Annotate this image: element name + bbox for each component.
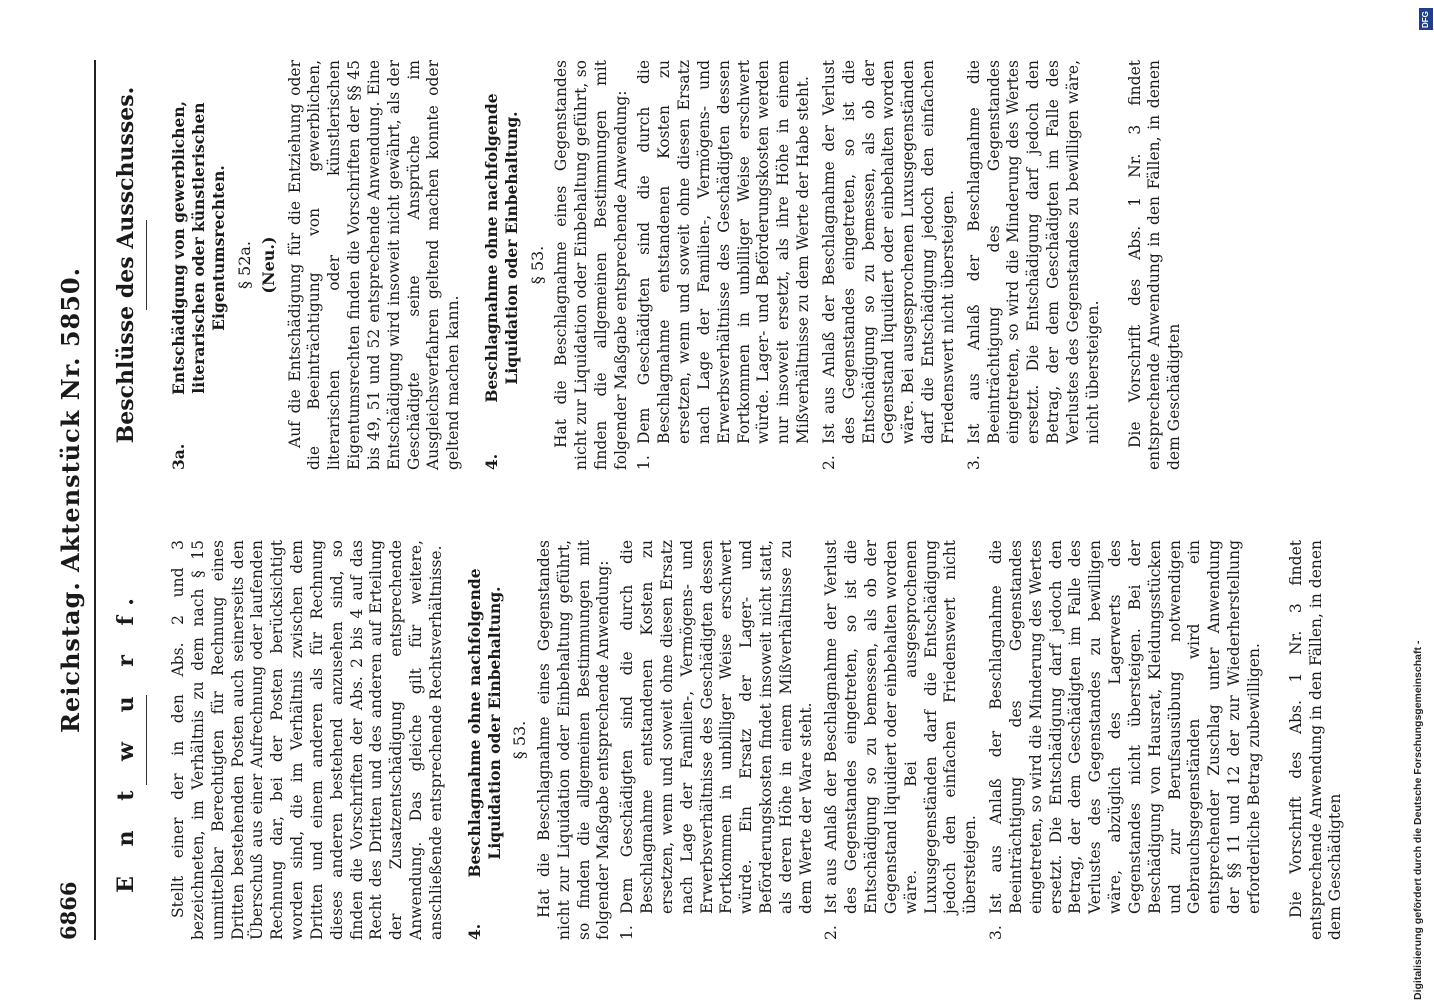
draft-heading-rule (146, 695, 147, 785)
digitization-note (1412, 8, 1432, 1000)
committee-section-3a-number: 3a. (169, 443, 189, 470)
header-rule (94, 60, 96, 940)
draft-item-number: 2. (822, 925, 841, 940)
draft-item-2 (822, 540, 981, 940)
committee-section-4-heading (482, 60, 522, 470)
committee-section-4-title: Beschlagnahme ohne nachfolgende Liquidation oder Einbehaltung. (482, 93, 521, 403)
committee-item-2 (820, 60, 959, 470)
dfg-logo-text: DFG (1421, 11, 1430, 28)
committee-section-4-number: 4. (482, 453, 502, 470)
draft-item-text: Ist aus Anlaß der Beschlagnahme der Verlust des Gegenstandes eingetreten, so ist die Entschädigung so zu bemessen, als ob der Gegenstand liquidiert oder einbehalten worden wäre. Bei ausgesprochenen Luxusgegenständen darf die Entschädigung jedoch den einfachen Friedenswert nicht übersteigen. (822, 540, 980, 914)
new-marker: (Neu.) (259, 236, 279, 294)
dfg-logo (1419, 8, 1433, 30)
committee-footer-text: Die Vorschrift des Abs. 1 Nr. 3 findet entsprechende Anwendung in den Fällen, in denen dem Geschädigten (1125, 60, 1184, 470)
committee-item-number: 1. (635, 455, 654, 470)
committee-item-text: Dem Geschädigten sind die durch die Beschlagnahme entstandenen Kosten zu ersetzen, wenn und soweit ohne diesen Ersatz nach Lage der Familien-, Vermögens- und Erwerbsverhältnisse des Geschädigten dessen Fortkommen in unbilliger Weise erschwert würde. Lager- und Beförderungskosten werden nur insoweit ersetzt, als ihre Höhe in einem Mißverhältnisse zu dem Werte der Habe steht. (635, 60, 813, 444)
draft-item-1 (618, 540, 816, 940)
committee-section-3a-heading (169, 60, 228, 470)
draft-item-text: Dem Geschädigten sind die durch die Beschlagnahme entstandenen Kosten zu ersetzen, wenn und soweit ohne diesen Ersatz nach Lage der Familien-, Vermögens- und Erwerbsverhältnisse des Geschädigten dessen Fortkommen in unbilliger Weise erschwert würde. Ein Ersatz der Lager- und Beförderungskosten findet insoweit nicht statt, als deren Höhe in einem Mißverhältnisse zu dem Werte der Ware steht. (618, 540, 815, 914)
draft-item-number: 3. (987, 925, 1006, 940)
committee-paragraph-53-number: § 53. (527, 245, 547, 285)
draft-paragraph-53-intro: Hat die Beschlagnahme eines Gegenstandes nicht zur Liquidation oder Einbehaltung geführt, so finden die allgemeinen Bestimmungen mit folgender Maßgabe entsprechende Anwendung: (534, 540, 613, 940)
page-title: Reichstag. Aktenstück Nr. 5850. (56, 267, 85, 733)
digitization-note-text: Digitalisierung gefördert durch die Deutsche Forschungsgemeinschaft - (1412, 640, 1424, 1000)
committee-heading-rule (146, 220, 147, 310)
draft-intro-paragraph: Stellt einer der in den Abs. 2 und 3 bezeichneten, im Verhältnis zu dem nach § 15 unmittelbar Berechtigten für Rechnung eines Dritten bestehenden Posten auch seinerseits den Überschuß aus einer Aufrechnung oder laufenden Rechnung dar, bei der Posten berücksichtigt worden sind, die im Verhältnis zwischen dem Dritten und einem anderen als für Rechnung dieses anderen bestehend anzusehen sind, so finden die Vorschriften der Abs. 2 bis 4 auf das Recht des Dritten und des anderen auf Erteilung der Zusatzentschädigung entsprechende Anwendung. Das gleiche gilt für weitere, anschließende entsprechende Rechtsverhältnisse. (169, 540, 445, 940)
committee-item-1 (635, 60, 813, 470)
committee-paragraph-52a-number: § 52a. (234, 240, 254, 290)
draft-section-4-heading (465, 540, 505, 940)
page-header (56, 60, 92, 940)
draft-heading: E n t w u r f. (113, 587, 139, 893)
committee-column (100, 60, 1201, 470)
draft-item-number: 1. (618, 925, 637, 940)
committee-item-3 (965, 60, 1104, 470)
committee-item-number: 3. (964, 455, 983, 470)
draft-footer-text: Die Vorschrift des Abs. 1 Nr. 3 findet entsprechende Anwendung in den Fällen, in denen dem Geschädigten (1286, 540, 1345, 940)
draft-section-4-title: Beschlagnahme ohne nachfolgende Liquidation oder Einbehaltung. (464, 568, 504, 878)
committee-paragraph-52a-text: Auf die Entschädigung für die Entziehung oder die Beeinträchtigung von gewerblichen, literarischen oder künstlerischen Eigentumsrechten finden die Vorschriften der §§ 45 bis 49, 51 und 52 entsprechende Anwendung. Eine Entschädigung wird insoweit nicht gewährt, als der Geschädigte seine Ansprüche im Ausgleichsverfahren geltend machen konnte oder geltend machen kann. (285, 60, 463, 470)
committee-paragraph-53-intro: Hat die Beschlagnahme eines Gegenstandes nicht zur Liquidation oder Einbehaltung geführt, so finden die allgemeinen Bestimmungen mit folgender Maßgabe entsprechende Anwendung: (552, 60, 630, 470)
committee-section-3a-title: Entschädigung von gewerblichen, literarischen oder künstlerischen Eigentumsrechten. (169, 101, 228, 395)
committee-item-number: 2. (819, 455, 838, 470)
committee-heading: Beschlüsse des Ausschusses. (113, 86, 139, 444)
draft-item-text: Ist aus Anlaß der Beschlagnahme die Beeinträchtigung des Gegenstandes eingetreten, so wird die Minderung des Wertes ersetzt. Die Entschädigung darf jedoch den Betrag, der dem Geschädigten im Falle des Verlustes des Gegenstandes zu bewilligen wäre, abzüglich des Lagerwerts des Gegenstandes nicht übersteigen. Bei der Beschädigung von Hausrat, Kleidungsstücken und zur Berufsausübung notwendigen Gebrauchsgegenständen wird ein entsprechender Zuschlag unter Anwendung der §§ 11 und 12 der zur Wiederherstellung erforderliche Betrag zubewilligen. (987, 540, 1263, 914)
draft-section-4-number: 4. (464, 923, 484, 940)
page-number: 6866 (56, 881, 81, 940)
committee-item-text: Ist aus Anlaß der Beschlagnahme die Beeinträchtigung des Gegenstandes eingetreten, so wird die Minderung des Wertes ersetzt. Die Entschädigung darf jedoch den Betrag, der dem Geschädigten im Falle des Verlustes des Gegenstandes zu bewilligen wäre, nicht übersteigen. (964, 60, 1102, 444)
draft-paragraph-53-number: § 53. (510, 720, 530, 760)
committee-item-text: Ist aus Anlaß der Beschlagnahme der Verlust des Gegenstandes eingetreten, so ist die Entschädigung so zu bemessen, als ob der Gegenstand liquidiert oder einbehalten worden wäre. Bei ausgesprochenen Luxusgegenständen darf die Entschädigung jedoch den einfachen Friedenswert nicht übersteigen. (819, 60, 957, 444)
draft-item-3 (987, 540, 1265, 940)
draft-column (100, 540, 1362, 940)
